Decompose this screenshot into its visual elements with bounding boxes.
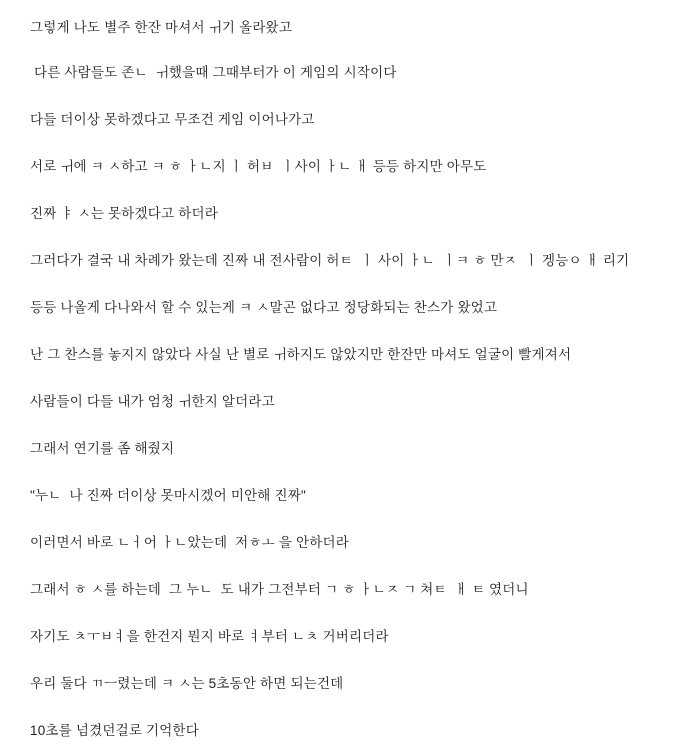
paragraph: "누ㄴ 나 진짜 더이상 못마시겠어 미안해 진짜" [30, 488, 306, 504]
paragraph: 등등 나올게 다나와서 할 수 있는게 ㅋ ㅅ말곤 없다고 정당화되는 찬스가 왔었고 [30, 300, 498, 316]
paragraph: 다들 더이상 못하겠다고 무조건 게임 이어나가고 [30, 112, 315, 128]
paragraph: 진짜 ㅑ ㅅ는 못하겠다고 하더라 [30, 206, 218, 222]
paragraph: 서로 ㅟ에 ㅋ ㅅ하고 ㅋ ㅎ ㅏㄴ지 ㅣ 허ㅂ ㅣ사이 ㅏㄴ ㅐ 등등 하지만 아무도 [30, 159, 487, 175]
paragraph: 그렇게 나도 별주 한잔 마셔서 ㅟ기 올라왔고 [30, 19, 293, 35]
paragraph: 10초를 넘겼던걸로 기억한다 [30, 723, 199, 739]
paragraph: 우리 둘다 ㄲㅡ렸는데 ㅋ ㅅ는 5초동안 하면 되는건데 [30, 676, 344, 692]
paragraph: 다른 사람들도 존ㄴ ㅟ했을때 그때부터가 이 게임의 시작이다 [30, 65, 397, 81]
paragraph: 사람들이 다들 내가 엄청 ㅟ한지 알더라고 [30, 394, 275, 410]
paragraph: 그래서 연기를 좀 해줬지 [30, 441, 175, 457]
paragraph: 자기도 ㅊㅜㅂㅕ을 한건지 뭔지 바로 ㅕ부터 ㄴㅊ 거버리더라 [30, 629, 389, 645]
paragraph: 그러다가 결국 내 차례가 왔는데 진짜 내 전사람이 허ㅌ ㅣ 사이 ㅏㄴ ㅣㅋ ㅎ 만ㅈ ㅣ 겡능ㅇ ㅐ 리기 [30, 253, 630, 269]
paragraph: 난 그 찬스를 놓지지 않았다 사실 난 별로 ㅟ하지도 않았지만 한잔만 마셔도 얼굴이 빨게져서 [30, 347, 572, 363]
paragraph: 이러면서 바로 ㄴㅓ어 ㅏㄴ았는데 저ㅎㅗ 을 안하더라 [30, 535, 349, 551]
paragraph: 그래서 ㅎ ㅅ를 하는데 그 누ㄴ 도 내가 그전부터 ㄱ ㅎ ㅏㄴㅈ ㄱ 쳐ㅌ ㅐ ㅌ 였더니 [30, 582, 529, 598]
